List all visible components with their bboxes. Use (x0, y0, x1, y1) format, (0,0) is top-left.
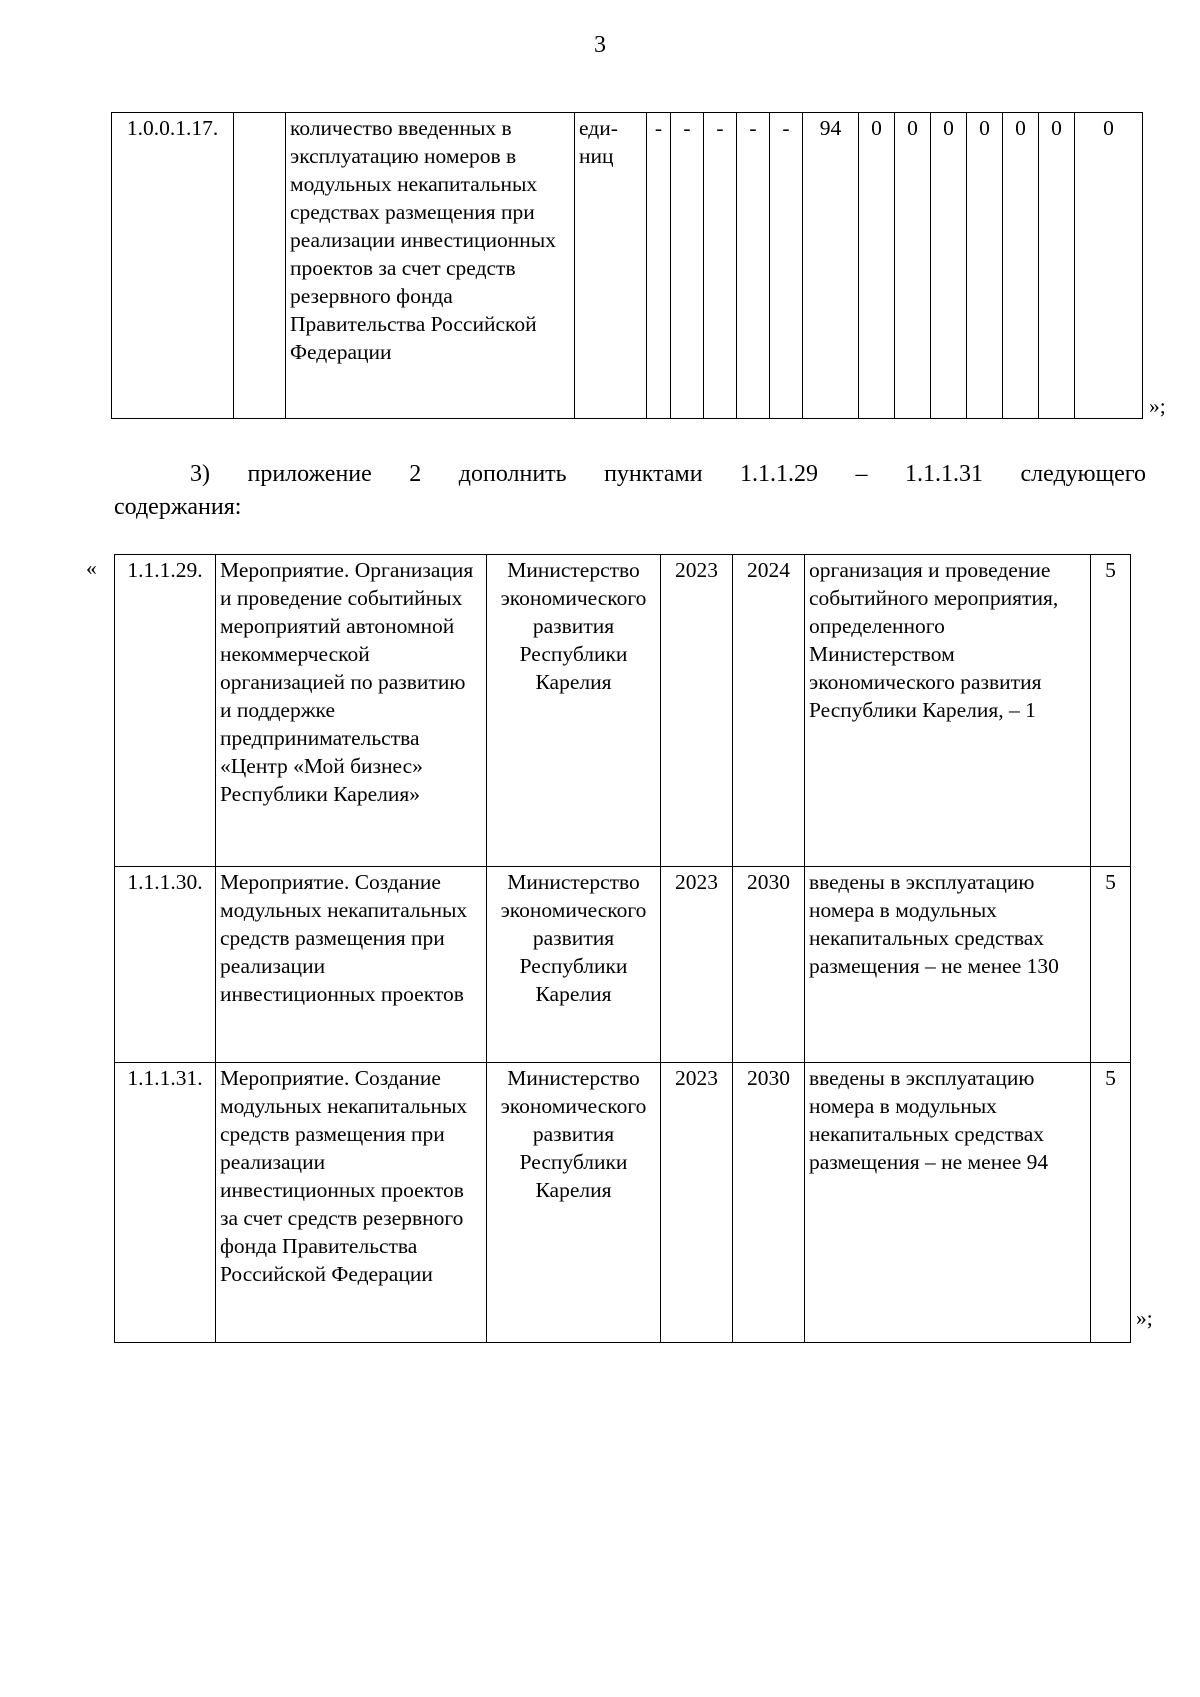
paragraph-line: 3) приложение 2 дополнить пунктами 1.1.1.29 – 1.1.1.31 следующего (190, 461, 1146, 487)
value-cell: 0 (967, 113, 1003, 419)
value-cell: 94 (803, 113, 859, 419)
paragraph-line: содержания: (114, 494, 242, 520)
closing-quote: »; (1149, 394, 1166, 418)
activity-link: 5 (1091, 867, 1131, 1063)
activity-result: организация и проведение событийного мероприятия, определенного Министерством экономического развития Республики Карелия, – 1 (805, 555, 1091, 867)
indicator-name: количество введенных в эксплуатацию номеров в модульных некапитальных средствах размещения при реализации инвестиционных проектов за счет средств резервного фонда Правительства Российской Федерации (286, 113, 575, 419)
activity-code: 1.1.1.29. (115, 555, 216, 867)
indicator-code: 1.0.0.1.17. (112, 113, 234, 419)
indicator-table (111, 112, 1143, 419)
amendment-paragraph (114, 458, 1146, 524)
activity-start-year: 2023 (661, 1063, 733, 1343)
activity-start-year: 2023 (661, 555, 733, 867)
activity-executor: Министерство экономического развития Республики Карелия (487, 867, 661, 1063)
empty-cell (234, 113, 286, 419)
activity-end-year: 2030 (733, 1063, 805, 1343)
activity-name: Мероприятие. Создание модульных некапитальных средств размещения при реализации инвестиционных проектов за счет средств резервного фонда Правительства Российской Федерации (216, 1063, 487, 1343)
activity-end-year: 2024 (733, 555, 805, 867)
value-cell: 0 (1003, 113, 1039, 419)
value-cell: 0 (895, 113, 931, 419)
activity-executor: Министерство экономического развития Республики Карелия (487, 555, 661, 867)
value-cell: - (704, 113, 737, 419)
activity-executor: Министерство экономического развития Республики Карелия (487, 1063, 661, 1343)
opening-quote: « (86, 556, 97, 580)
activity-link: 5 (1091, 555, 1131, 867)
value-cell: - (671, 113, 704, 419)
closing-quote: »; (1136, 1306, 1153, 1330)
activity-name: Мероприятие. Организация и проведение событийных мероприятий автономной некоммерческой организацией по развитию и поддержке предпринимательства «Центр «Мой бизнес» Республики Карелия» (216, 555, 487, 867)
value-cell: 0 (859, 113, 895, 419)
activity-code: 1.1.1.30. (115, 867, 216, 1063)
activity-name: Мероприятие. Создание модульных некапитальных средств размещения при реализации инвестиционных проектов (216, 867, 487, 1063)
page-number: 3 (594, 32, 606, 58)
value-cell: 0 (1075, 113, 1143, 419)
table-row (115, 867, 1131, 1063)
activity-link: 5 (1091, 1063, 1131, 1343)
table-row (115, 1063, 1131, 1343)
activity-result: введены в эксплуатацию номера в модульных некапитальных средствах размещения – не менее 130 (805, 867, 1091, 1063)
activities-table (114, 554, 1131, 1343)
table-row (115, 555, 1131, 867)
value-cell: - (647, 113, 671, 419)
activity-start-year: 2023 (661, 867, 733, 1063)
activity-result: введены в эксплуатацию номера в модульных некапитальных средствах размещения – не менее 94 (805, 1063, 1091, 1343)
table-row (112, 113, 1143, 419)
value-cell: - (737, 113, 770, 419)
activity-code: 1.1.1.31. (115, 1063, 216, 1343)
activity-end-year: 2030 (733, 867, 805, 1063)
value-cell: - (770, 113, 803, 419)
indicator-unit: еди- ниц (575, 113, 647, 419)
value-cell: 0 (931, 113, 967, 419)
value-cell: 0 (1039, 113, 1075, 419)
